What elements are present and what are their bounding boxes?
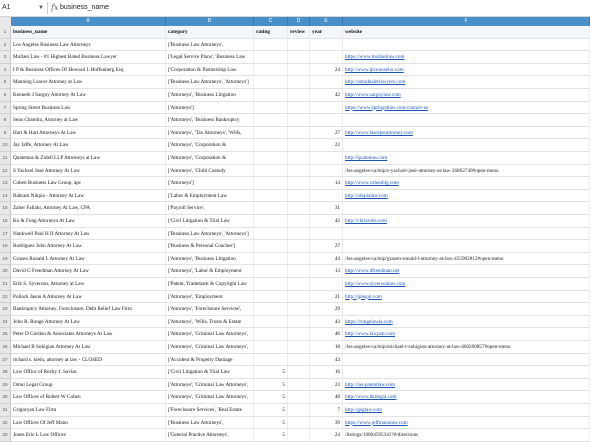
cell-rating[interactable] xyxy=(254,89,288,101)
cell-name[interactable]: Law Office of Rocky J. Savias xyxy=(11,366,166,378)
cell-rating[interactable] xyxy=(254,127,288,139)
cell-year[interactable]: 14 xyxy=(310,177,343,189)
column-header-e[interactable]: E xyxy=(310,17,343,26)
table-row xyxy=(11,328,590,341)
row-number[interactable]: 2 xyxy=(0,39,11,52)
cell-name[interactable]: Kenneth J Sargoy Attorney At Law xyxy=(11,89,166,101)
row-number[interactable]: 25 xyxy=(0,328,11,341)
cell-year[interactable]: 21 xyxy=(310,291,343,303)
table-row xyxy=(11,102,590,115)
cell-name[interactable]: Los Angeles Business Law Attorneys xyxy=(11,39,166,51)
cell-rating[interactable] xyxy=(254,303,288,315)
cell-name[interactable]: Omni Legal Group xyxy=(11,379,166,391)
cell-review[interactable] xyxy=(288,177,310,189)
row-number[interactable]: 14 xyxy=(0,190,11,203)
cell-review[interactable] xyxy=(288,291,310,303)
cell-web[interactable]: http://www.dfreedman.net xyxy=(343,265,590,277)
cell-rating[interactable] xyxy=(254,152,288,164)
cell-cat[interactable]: ['Attorneys'] xyxy=(166,102,254,114)
table-row xyxy=(11,366,590,379)
row-number[interactable]: 4 xyxy=(0,64,11,77)
cell-cat[interactable]: ['Attorneys', 'Tax Attorneys', 'Wills, xyxy=(166,127,254,139)
cell-name[interactable]: Rodriguez John Attorney At Law xyxy=(11,240,166,252)
cell-web[interactable]: https://www.mollaeilaw.com xyxy=(343,51,590,63)
cell-cat[interactable]: ['Attorneys', 'Corporation & xyxy=(166,139,254,151)
table-row xyxy=(11,391,590,404)
header-cell-review[interactable]: review xyxy=(288,26,310,38)
column-header-c[interactable]: C xyxy=(254,17,288,26)
row-number[interactable]: 16 xyxy=(0,215,11,228)
cell-name[interactable]: Michael B Sohigian Attorney At Law xyxy=(11,341,166,353)
row-number[interactable]: 22 xyxy=(0,291,11,304)
cell-name[interactable]: Nankwell Paul H II Attorney At Law xyxy=(11,228,166,240)
table-row xyxy=(11,354,590,367)
cell-year[interactable] xyxy=(310,152,343,164)
chevron-down-icon[interactable]: ▼ xyxy=(38,5,44,11)
cell-year[interactable] xyxy=(310,165,343,177)
row-number[interactable]: 5 xyxy=(0,76,11,89)
table-row xyxy=(11,89,590,102)
cell-rating[interactable] xyxy=(254,291,288,303)
cell-cat[interactable]: ['Business Law Attorneys', 'Attorneys'] xyxy=(166,228,254,240)
cell-review[interactable] xyxy=(288,64,310,76)
cell-year[interactable]: 18 xyxy=(310,341,343,353)
cell-review[interactable] xyxy=(288,417,310,429)
table-row xyxy=(11,404,590,417)
cell-year[interactable]: 42 xyxy=(310,89,343,101)
cell-review[interactable] xyxy=(288,341,310,353)
cell-cat[interactable]: ['Accident & Property Damage xyxy=(166,354,254,366)
column-header-f[interactable]: F xyxy=(343,17,590,26)
cell-review[interactable] xyxy=(288,152,310,164)
cell-review[interactable] xyxy=(288,303,310,315)
cell-rating[interactable] xyxy=(254,177,288,189)
row-number[interactable]: 32 xyxy=(0,417,11,430)
cell-rating[interactable] xyxy=(254,215,288,227)
cell-web[interactable] xyxy=(343,240,590,252)
name-box[interactable]: A1 xyxy=(2,4,11,11)
table-row xyxy=(11,240,590,253)
cell-web[interactable]: http://www.lawpatt.com xyxy=(343,328,590,340)
cell-rating[interactable] xyxy=(254,102,288,114)
cell-web[interactable] xyxy=(343,139,590,151)
table-row xyxy=(11,51,590,64)
cell-name[interactable]: Jones Eric L Law Offices xyxy=(11,429,166,441)
cell-cat[interactable]: ['Attorneys', 'Foreclosure Services', xyxy=(166,303,254,315)
row-number[interactable]: 3 xyxy=(0,51,11,64)
cell-cat[interactable]: ['Attorneys', 'Child Custody xyxy=(166,165,254,177)
cell-cat[interactable]: ['Attorneys', 'Business Litigation xyxy=(166,253,254,265)
cell-name[interactable]: Grigoryan Law Firm xyxy=(11,404,166,416)
cell-year[interactable]: 13 xyxy=(310,265,343,277)
cell-cat[interactable]: ['Attorneys', 'Criminal Law Attorneys', xyxy=(166,341,254,353)
row-number[interactable]: 18 xyxy=(0,240,11,253)
cell-name[interactable]: Quatemas & Zidell LLP Attorneys at Law xyxy=(11,152,166,164)
row-number[interactable]: 17 xyxy=(0,228,11,241)
cell-review[interactable] xyxy=(288,89,310,101)
cell-rating[interactable] xyxy=(254,202,288,214)
cell-year[interactable]: 29 xyxy=(310,303,343,315)
cell-review[interactable] xyxy=(288,39,310,51)
cell-cat[interactable]: ['Business Law Attorneys', xyxy=(166,417,254,429)
column-header-d[interactable]: D xyxy=(288,17,310,26)
cell-web[interactable]: http://jplegal.com xyxy=(343,291,590,303)
cell-year[interactable]: 23 xyxy=(310,379,343,391)
cell-web[interactable]: http://www.syversonlaw.com xyxy=(343,278,590,290)
cell-year[interactable] xyxy=(310,228,343,240)
cell-name[interactable]: Spring Street Business Law xyxy=(11,102,166,114)
cell-name[interactable]: Mollaei Law - #1 Highest Rated Business Lawyer xyxy=(11,51,166,63)
cell-review[interactable] xyxy=(288,316,310,328)
row-number[interactable]: 30 xyxy=(0,391,11,404)
cell-review[interactable] xyxy=(288,51,310,63)
cell-rating[interactable] xyxy=(254,278,288,290)
cell-rating[interactable] xyxy=(254,114,288,126)
cell-name[interactable]: Bahram Nikpia - Attorney At Law xyxy=(11,190,166,202)
cell-review[interactable] xyxy=(288,228,310,240)
cell-year[interactable]: 16 xyxy=(310,366,343,378)
table-row xyxy=(11,165,590,178)
formula-input[interactable]: business_name xyxy=(60,4,110,11)
cell-year[interactable] xyxy=(310,51,343,63)
formula-bar xyxy=(0,0,590,17)
cell-web[interactable]: https://rongelawla.com xyxy=(343,316,590,328)
cell-name[interactable]: Law Offices Of Jeff Mann xyxy=(11,417,166,429)
cell-name[interactable]: Hart & Hart Attorneys At Law xyxy=(11,127,166,139)
cell-cat[interactable]: ['Attorneys', 'Employment xyxy=(166,291,254,303)
cell-rating[interactable]: 5 xyxy=(254,404,288,416)
table-row xyxy=(11,278,590,291)
row-number[interactable]: 15 xyxy=(0,202,11,215)
cell-rating[interactable] xyxy=(254,139,288,151)
cell-cat[interactable]: ['Business Law Attorneys', xyxy=(166,39,254,51)
cell-year[interactable]: 39 xyxy=(310,417,343,429)
table-row xyxy=(11,177,590,190)
cell-cat[interactable]: ['Attorneys', 'Corporation & xyxy=(166,152,254,164)
cell-cat[interactable]: ['Attorneys', 'Criminal Law Attorneys', xyxy=(166,328,254,340)
cell-web[interactable] xyxy=(343,303,590,315)
cell-year[interactable] xyxy=(310,102,343,114)
cell-rating[interactable] xyxy=(254,165,288,177)
cell-year[interactable]: 7 xyxy=(310,404,343,416)
cell-rating[interactable]: 5 xyxy=(254,417,288,429)
cell-cat[interactable]: ['Patent, Trademark & Copyright Law xyxy=(166,278,254,290)
cell-review[interactable] xyxy=(288,127,310,139)
cell-rating[interactable] xyxy=(254,76,288,88)
cell-rating[interactable] xyxy=(254,228,288,240)
cell-year[interactable]: 27 xyxy=(310,240,343,252)
cell-web[interactable]: https://www.jeffmannlaw.com xyxy=(343,417,590,429)
cell-year[interactable]: 27 xyxy=(310,127,343,139)
row-number[interactable]: 26 xyxy=(0,341,11,354)
cell-cat[interactable]: ['Attorneys', 'Wills, Trusts & Estate xyxy=(166,316,254,328)
cell-review[interactable] xyxy=(288,404,310,416)
cell-year[interactable]: 22 xyxy=(310,139,343,151)
cell-year[interactable]: 48 xyxy=(310,391,343,403)
cell-web[interactable]: http://www.sargoylaw.com xyxy=(343,89,590,101)
cell-rating[interactable]: 5 xyxy=(254,429,288,441)
cell-web[interactable]: /los-angeles-ca/mip/michael-r-sohigian-attorney-at-law-460200857#open-menu xyxy=(343,341,590,353)
cell-review[interactable] xyxy=(288,328,310,340)
cell-name[interactable]: Jay Jaffe, Attorney At Law xyxy=(11,139,166,151)
row-number[interactable]: 6 xyxy=(0,89,11,102)
cell-year[interactable] xyxy=(310,190,343,202)
cell-rating[interactable]: 5 xyxy=(254,366,288,378)
table-row xyxy=(11,139,590,152)
cell-year[interactable] xyxy=(310,39,343,51)
table-row xyxy=(11,417,590,430)
cell-year[interactable]: 42 xyxy=(310,215,343,227)
cell-web[interactable] xyxy=(343,39,590,51)
cell-web[interactable] xyxy=(343,228,590,240)
cell-web[interactable] xyxy=(343,202,590,214)
table-row xyxy=(11,64,590,77)
cell-cat[interactable]: ['General Practice Attorneys', xyxy=(166,429,254,441)
header-cell-rating[interactable]: rating xyxy=(254,26,288,38)
cell-cat[interactable]: ['Business & Personal Coaches'] xyxy=(166,240,254,252)
cell-rating[interactable] xyxy=(254,51,288,63)
row-number[interactable]: 11 xyxy=(0,152,11,165)
fx-icon[interactable]: fx xyxy=(51,3,59,12)
column-header-b[interactable]: B xyxy=(166,17,254,26)
cell-cat[interactable]: ['Legal Service Plans', 'Business Law xyxy=(166,51,254,63)
cell-name[interactable]: richard s. klein, attorney at law - CLOSED xyxy=(11,354,166,366)
cell-cat[interactable]: ['Attorneys', 'Criminal Law Attorneys', xyxy=(166,391,254,403)
row-number[interactable]: 19 xyxy=(0,253,11,266)
row-number[interactable]: 20 xyxy=(0,265,11,278)
cell-review[interactable] xyxy=(288,278,310,290)
cell-web[interactable]: /los-angeles-ca/mip/s-yachzel-josé-attorney-at-law-26802740#open-menu xyxy=(343,165,590,177)
cell-rating[interactable] xyxy=(254,328,288,340)
cell-cat[interactable]: ['Corporation & Partnership Law xyxy=(166,64,254,76)
cell-year[interactable]: 43 xyxy=(310,354,343,366)
table-row xyxy=(11,39,590,52)
table-row xyxy=(11,341,590,354)
cell-name[interactable]: Grazen Ronald L Attorney At Law xyxy=(11,253,166,265)
cell-web[interactable]: http://autodealerlawyers.com xyxy=(343,76,590,88)
cell-web[interactable]: http://nikpialaw.com xyxy=(343,190,590,202)
cell-year[interactable] xyxy=(310,114,343,126)
cell-web[interactable]: /listings/10004595341?#/directions xyxy=(343,429,590,441)
cell-web[interactable] xyxy=(343,114,590,126)
cell-cat[interactable]: ['Attorneys', 'Business Bankruptcy xyxy=(166,114,254,126)
table-row xyxy=(11,152,590,165)
row-number[interactable]: 33 xyxy=(0,429,11,442)
cell-year[interactable] xyxy=(310,76,343,88)
cell-year[interactable]: 46 xyxy=(310,328,343,340)
cell-cat[interactable]: ['Attorneys'] xyxy=(166,177,254,189)
table-row xyxy=(11,228,590,241)
cell-year[interactable]: 43 xyxy=(310,316,343,328)
cell-review[interactable] xyxy=(288,102,310,114)
cell-rating[interactable] xyxy=(254,253,288,265)
cell-name[interactable]: John R. Ronge Attorney At Law xyxy=(11,316,166,328)
cell-web[interactable]: http://www.bktlegal.com xyxy=(343,391,590,403)
cell-web[interactable]: http://www.ipcounselor.com xyxy=(343,64,590,76)
cell-review[interactable] xyxy=(288,139,310,151)
table-row xyxy=(11,253,590,266)
cell-web[interactable]: http://las-patentlaw.com xyxy=(343,379,590,391)
cell-web[interactable]: http://chrisrolls.com xyxy=(343,215,590,227)
cell-year[interactable] xyxy=(310,278,343,290)
cell-name[interactable]: Erik S. Syverson, Attorney at Law xyxy=(11,278,166,290)
cell-review[interactable] xyxy=(288,366,310,378)
cell-review[interactable] xyxy=(288,76,310,88)
cell-review[interactable] xyxy=(288,240,310,252)
header-cell-year[interactable]: year xyxy=(310,26,343,38)
table-row xyxy=(11,127,590,140)
cell-year[interactable]: 44 xyxy=(310,253,343,265)
cell-rating[interactable] xyxy=(254,265,288,277)
row-number[interactable]: 13 xyxy=(0,177,11,190)
cell-web[interactable]: /los-angeles-ca/mip/grazen-ronald-l-attorney-at-law-455902812#open-menu xyxy=(343,253,590,265)
cell-name[interactable]: Sean Chandra, Attorney at Law xyxy=(11,114,166,126)
row-number[interactable]: 31 xyxy=(0,404,11,417)
cell-cat[interactable]: ['Labor & Employment Law xyxy=(166,190,254,202)
cell-name[interactable]: Zaher Fallahi, Attorney At Law, CPA xyxy=(11,202,166,214)
table-row xyxy=(11,291,590,304)
cell-year[interactable]: 24 xyxy=(310,429,343,441)
cell-rating[interactable] xyxy=(254,64,288,76)
cell-name[interactable]: Pollack Jason A Attorney At Law xyxy=(11,291,166,303)
table-row xyxy=(11,76,590,89)
cell-cat[interactable]: ['Civil Litigation & Trial Law xyxy=(166,215,254,227)
table-row xyxy=(11,202,590,215)
cell-review[interactable] xyxy=(288,215,310,227)
header-cell-website[interactable]: website xyxy=(343,26,590,38)
row-number[interactable]: 1 xyxy=(0,26,11,39)
cell-web[interactable]: https://www.springstlaw.com/contact-us xyxy=(343,102,590,114)
header-row xyxy=(11,26,590,39)
cell-name[interactable]: Bankruptcy Attorney, Foreclosure, Debt Relief Law Firm xyxy=(11,303,166,315)
table-row xyxy=(11,215,590,228)
cell-rating[interactable]: 5 xyxy=(254,391,288,403)
cell-review[interactable] xyxy=(288,391,310,403)
cell-review[interactable] xyxy=(288,253,310,265)
cell-web[interactable]: http://gsglaw.com xyxy=(343,404,590,416)
cell-cat[interactable]: ['Foreclosure Services', 'Real Estate xyxy=(166,404,254,416)
table-row xyxy=(11,303,590,316)
formula-bar-divider xyxy=(47,2,48,14)
cell-rating[interactable] xyxy=(254,341,288,353)
cell-web[interactable]: http://www.cohenblg.com xyxy=(343,177,590,189)
cell-review[interactable] xyxy=(288,165,310,177)
cell-review[interactable] xyxy=(288,190,310,202)
cell-cat[interactable]: ['Attorneys', 'Business Litigation xyxy=(166,89,254,101)
cell-cat[interactable]: ['Payroll Service', xyxy=(166,202,254,214)
row-number[interactable]: 9 xyxy=(0,127,11,140)
cell-rating[interactable] xyxy=(254,190,288,202)
cell-name[interactable]: Cohen Business Law Group, apc xyxy=(11,177,166,189)
cell-name[interactable]: Law Offices of Robert W Cohen xyxy=(11,391,166,403)
row-number[interactable]: 24 xyxy=(0,316,11,329)
cell-name[interactable]: Manning Leaver Attorney at Law xyxy=(11,76,166,88)
cell-review[interactable] xyxy=(288,265,310,277)
cell-year[interactable]: 31 xyxy=(310,202,343,214)
table-row xyxy=(11,379,590,392)
row-number[interactable]: 7 xyxy=(0,102,11,115)
cell-review[interactable] xyxy=(288,354,310,366)
cell-name[interactable]: David G Freedman Attorney At Law xyxy=(11,265,166,277)
row-number[interactable]: 29 xyxy=(0,379,11,392)
cell-name[interactable]: Ko & Fong Attorneys At Law xyxy=(11,215,166,227)
cell-review[interactable] xyxy=(288,379,310,391)
row-number[interactable]: 23 xyxy=(0,303,11,316)
cell-review[interactable] xyxy=(288,429,310,441)
cell-web[interactable]: http://www.lasorpsrattorney.com xyxy=(343,127,590,139)
row-number[interactable]: 27 xyxy=(0,354,11,367)
row-number[interactable]: 8 xyxy=(0,114,11,127)
header-cell-category[interactable]: category xyxy=(166,26,254,38)
row-number[interactable]: 12 xyxy=(0,165,11,178)
table-row xyxy=(11,265,590,278)
cell-web[interactable]: http://quatemas.com xyxy=(343,152,590,164)
header-cell-business_name[interactable]: business_name xyxy=(11,26,166,38)
cell-name[interactable]: I P & Business Offices Of Howard L Hoffenberg Esq xyxy=(11,64,166,76)
cell-name[interactable]: S Yachzel José Attorney At Law xyxy=(11,165,166,177)
cell-web[interactable] xyxy=(343,366,590,378)
cell-cat[interactable]: ['Attorneys', 'Criminal Law Attorneys', xyxy=(166,379,254,391)
row-number[interactable]: 10 xyxy=(0,139,11,152)
cell-rating[interactable] xyxy=(254,240,288,252)
cell-review[interactable] xyxy=(288,114,310,126)
table-row xyxy=(11,190,590,203)
cell-rating[interactable]: 5 xyxy=(254,379,288,391)
cell-rating[interactable] xyxy=(254,316,288,328)
table-row xyxy=(11,114,590,127)
cell-cat[interactable]: ['Civil Litigation & Trial Law xyxy=(166,366,254,378)
cell-year[interactable]: 24 xyxy=(310,64,343,76)
cell-cat[interactable]: ['Business Law Attorneys', 'Attorneys'] xyxy=(166,76,254,88)
cell-cat[interactable]: ['Attorneys', 'Labor & Employment xyxy=(166,265,254,277)
row-number[interactable]: 21 xyxy=(0,278,11,291)
cell-web[interactable] xyxy=(343,354,590,366)
cell-name[interactable]: Peter D Gordon & Associates Attorneys At Law xyxy=(11,328,166,340)
cell-rating[interactable] xyxy=(254,39,288,51)
column-header-a[interactable]: A xyxy=(11,17,166,26)
table-row xyxy=(11,316,590,329)
cell-rating[interactable] xyxy=(254,354,288,366)
row-number[interactable]: 28 xyxy=(0,366,11,379)
cell-review[interactable] xyxy=(288,202,310,214)
